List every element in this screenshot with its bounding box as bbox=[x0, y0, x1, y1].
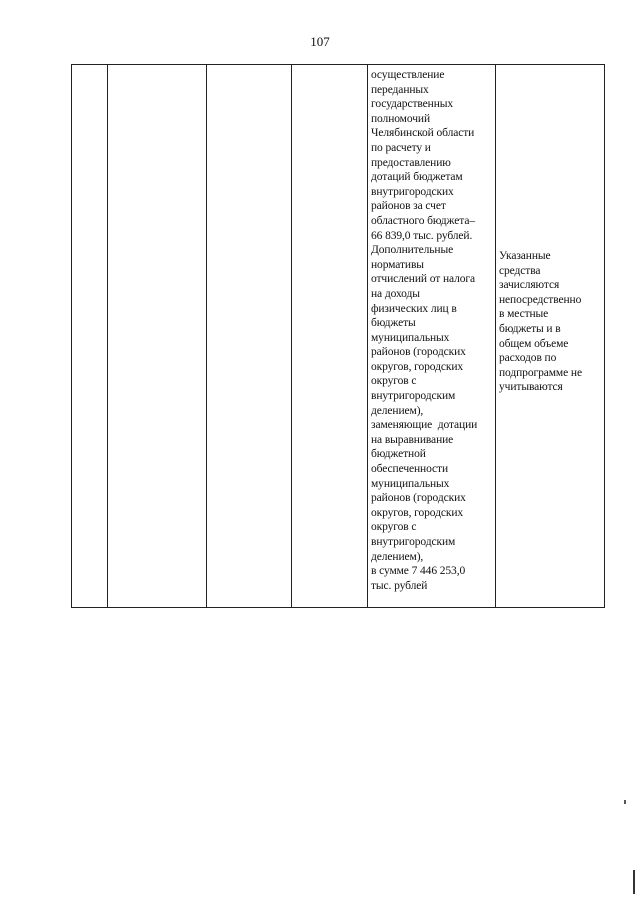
column-divider-6 bbox=[495, 64, 496, 608]
table-top-border bbox=[71, 64, 605, 65]
column-divider-3 bbox=[206, 64, 207, 608]
column-divider-1 bbox=[71, 64, 72, 608]
table-bottom-border bbox=[71, 607, 605, 608]
column-divider-2 bbox=[107, 64, 108, 608]
column-divider-4 bbox=[291, 64, 292, 608]
column-divider-7 bbox=[604, 64, 605, 608]
table-cell-description: осуществление переданных государственных полномочий Челябинской области по расчету и предоставлению дотаций бюджетам внутригородских районов за счет областного бюджета– 66 839,0 тыс. рублей. Дополнительные нормативы отчислений от налога на доходы физических лиц в бюджеты муниципальных районов (городских округов, городских округов с внутригородским делением), заменяющие дотации на выравнивание бюджетной обеспеченности муниципальных районов (городских округов, городских округов с внутригородским делением), в сумме 7 446 253,0 тыс. рублей bbox=[371, 69, 478, 592]
table-cell-note: Указанные средства зачисляются непосредственно в местные бюджеты и в общем объеме расходов по подпрограмме не учитываются bbox=[499, 250, 582, 394]
scan-mark-small bbox=[624, 800, 626, 804]
page-number: 107 bbox=[310, 34, 330, 49]
scan-mark-edge bbox=[633, 870, 635, 894]
column-divider-5 bbox=[367, 64, 368, 608]
